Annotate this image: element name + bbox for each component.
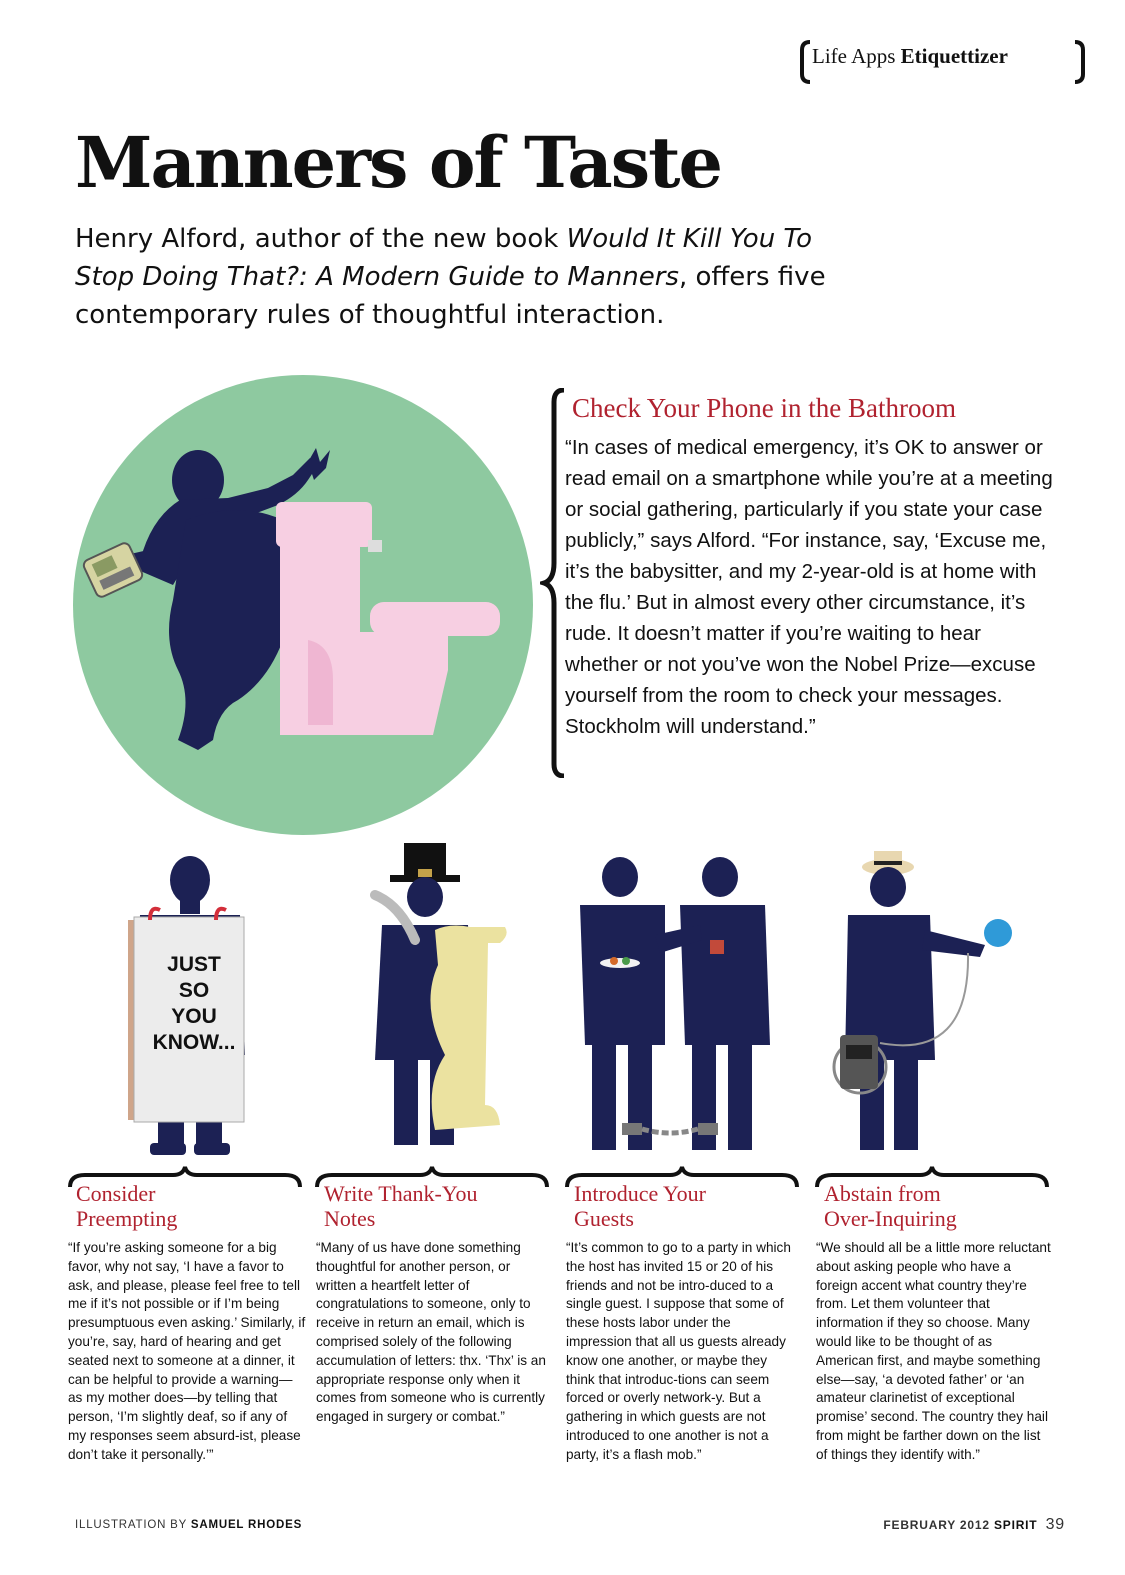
- tip-column: [68, 1181, 306, 1465]
- tip-column: [316, 1181, 546, 1427]
- subsection-name: Etiquettizer: [900, 44, 1008, 68]
- dek-after: , offers five contemporary rules of thoughtful interaction.: [75, 262, 826, 330]
- tip-title-line: Guests: [574, 1206, 634, 1231]
- tip-title-line: Preempting: [76, 1206, 178, 1231]
- page-footer: [883, 1516, 1065, 1534]
- tip-title-line: Abstain from: [824, 1181, 941, 1206]
- credit-name: SAMUEL RHODES: [190, 1519, 303, 1531]
- page-title: Manners of Taste: [75, 121, 722, 204]
- sign-line: YOU: [171, 1005, 217, 1028]
- tip-title-line: Write Thank-You: [324, 1181, 478, 1206]
- feature-title: Check Your Phone in the Bathroom: [572, 393, 956, 423]
- tip-title-line: Over-Inquiring: [824, 1206, 957, 1231]
- section-label: [812, 44, 1008, 69]
- sign-line: JUST: [167, 953, 221, 976]
- sign-text: [134, 952, 254, 1056]
- section-name: Life Apps: [812, 44, 896, 68]
- credit-label: ILLUSTRATION BY: [75, 1519, 187, 1531]
- illustration-credit: [75, 1519, 302, 1531]
- sign-line: SO: [178, 979, 210, 1002]
- article-dek: [75, 220, 865, 334]
- issue-date: FEBRUARY 2012: [883, 1518, 990, 1532]
- bathroom-illustration: [68, 370, 538, 840]
- tip-title: [68, 1181, 306, 1231]
- reporter-illustration: [820, 845, 1040, 1160]
- two-guests-illustration: [570, 855, 785, 1160]
- tip-title: [316, 1181, 546, 1231]
- tip-title-line: Notes: [324, 1206, 376, 1231]
- tip-column: [566, 1181, 796, 1465]
- tip-title-line: Consider: [76, 1181, 156, 1206]
- book-title: Would It Kill You To Stop Doing That?: A Modern Guide to Manners: [75, 224, 813, 292]
- tip-body: “If you’re asking someone for a big favor, why not say, ‘I have a favor to ask, and please, please feel free to tell me if it’s not possible or if I’m being presumptuous even asking.’ Similarly, if you’re, say, hard of hearing and get seated next to someone at a dinner, it can be helpful to provide a warning—as my mother does—by telling that person, ‘I’m slightly deaf, so if any of my responses seem absurd-ist, please don’t take it personally.’”: [68, 1240, 306, 1462]
- tip-body: “We should all be a little more reluctant about asking people who have a foreign accent what country they’re from. Let them volunteer that information if they so choose. Many would like to be thought of as American first, and maybe something else—say, ‘a devoted father’ or ‘an amateur clarinetist of exceptional promise’ second. The country they hail from might be farther down on the list of things they identify with.”: [816, 1240, 1051, 1462]
- section-tag: [800, 38, 1085, 86]
- feature-body: “In cases of medical emergency, it’s OK to answer or read email on a smartphone while you’re at a meeting or social gathering, particularly if you state your case publicly,” says Alford. “For instance, say, ‘Excuse me, it’s the babysitter, and my 2-year-old is at home with the flu.’ But in almost every other circumstance, it’s rude. It doesn’t matter if you’re waiting to hear whether or not you’ve won the Nobel Prize—excuse yourself from the room to check your messages. Stockholm will understand.”: [565, 436, 1053, 738]
- tip-title: [816, 1181, 1051, 1231]
- tip-title-line: Introduce Your: [574, 1181, 706, 1206]
- page-number: 39: [1045, 1516, 1065, 1533]
- sign-line: KNOW...: [152, 1031, 236, 1054]
- tip-title: [566, 1181, 796, 1231]
- tip-body: “Many of us have done something thoughtful for another person, or written a heartfelt letter of congratulations to someone, only to receive in return an email, which is comprised solely of the following accumulation of letters: thx. ‘Thx’ is an appropriate response only when it comes from someone who is currently engaged in surgery or combat.”: [316, 1240, 546, 1425]
- tip-body: “It’s common to go to a party in which the host has invited 15 or 20 of his friends and not be intro-duced to a single guest. I suppose that some of these hosts labor under the impression that all us guests already know one another, or maybe they think that introduc-tions can seem forced or overly network-y. But a gathering in which guests are not introduced to one another is not a party, it’s a flash mob.”: [566, 1240, 791, 1462]
- dek-before: Henry Alford, author of the new book: [75, 224, 567, 254]
- magazine-name: SPIRIT: [993, 1518, 1038, 1532]
- tip-column: [816, 1181, 1051, 1465]
- pilgrim-illustration: [360, 835, 520, 1155]
